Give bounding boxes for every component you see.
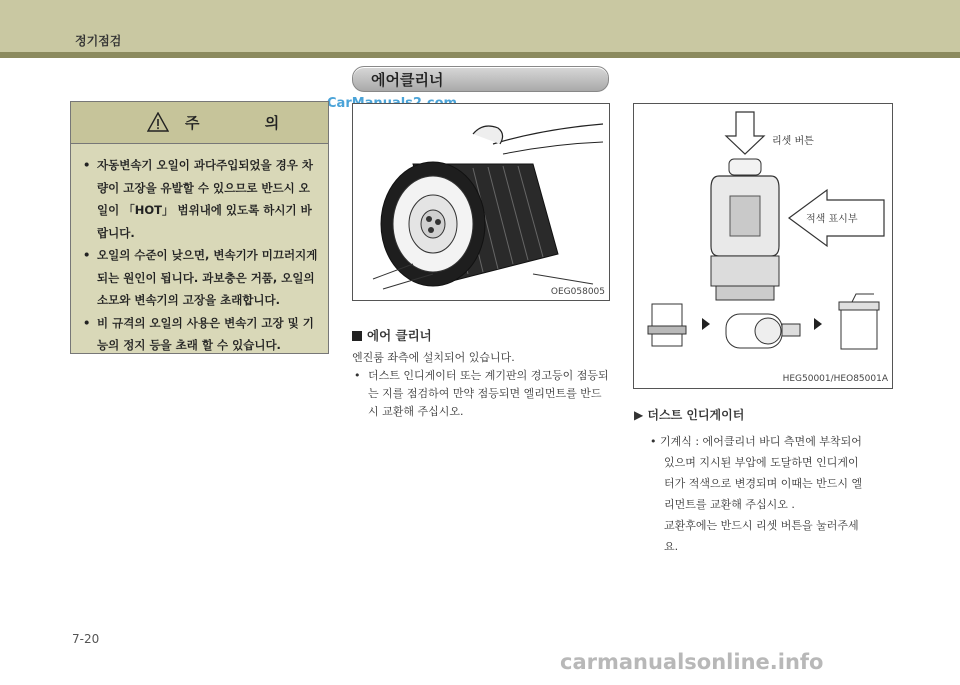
diagram-code: HEG50001/HEO85001A xyxy=(782,374,888,384)
header-rule xyxy=(0,52,960,58)
caution-item: • 자동변속기 오일이 과다주입되었을 경우 차량이 고장을 유발할 수 있으므로 반드시 오일이 「HOT」 범위내에 있도록 하시기 바랍니다. xyxy=(83,154,318,244)
dust-line: 요. xyxy=(664,540,679,553)
page-header xyxy=(0,0,960,52)
reset-button-label: 리셋 버튼 xyxy=(772,136,814,147)
dust-line: 터가 적색으로 변경되며 이때는 반드시 엘 xyxy=(664,477,863,490)
air-cleaner-illustration xyxy=(353,104,609,300)
air-cleaner-heading xyxy=(352,326,432,344)
caution-list xyxy=(71,144,328,357)
caution-item: • 오일의 수준이 낮으면, 변속기가 미끄러지게 되는 원인이 됩니다. 과보충은 거품, 오일의 소모와 변속기의 고장을 초래합니다. xyxy=(83,244,318,312)
chapter-title: 정기점검 xyxy=(75,34,122,48)
dust-indicator-heading-text: 더스트 인디게이터 xyxy=(647,408,745,422)
section-title: 에어클리너 xyxy=(371,71,444,89)
air-cleaner-body xyxy=(352,349,610,421)
dust-line: 리먼트를 교환해 주십시오 . xyxy=(664,498,795,511)
dust-indicator-heading xyxy=(634,406,744,423)
caution-item: • 비 규격의 오일의 사용은 변속기 고장 및 기능의 정지 등을 초래 할 수 있습니다. xyxy=(83,312,318,357)
warning-triangle-icon xyxy=(147,112,169,132)
air-cleaner-heading-text: 에어 클리너 xyxy=(367,328,432,343)
section-title-pill xyxy=(352,66,609,92)
dust-indicator-diagram xyxy=(633,103,893,389)
dust-line: 있으며 지시된 부압에 도달하면 인디게이 xyxy=(664,456,859,469)
square-bullet-icon xyxy=(352,331,362,341)
dust-indicator-illustration xyxy=(634,104,892,388)
air-cleaner-bullet: • 더스트 인디게이터 또는 계기판의 경고등이 점등되는 지를 점검하여 만약 점등되면 엘리먼트를 반드시 교환해 주십시오. xyxy=(352,367,610,421)
air-cleaner-photo xyxy=(352,103,610,301)
caution-title: 주 의 xyxy=(185,114,310,132)
watermark-bottom: carmanualsonline.info xyxy=(560,650,824,674)
red-indicator-label: 적색 표시부 xyxy=(806,214,858,225)
dust-indicator-text xyxy=(650,431,892,557)
dust-line: • 기계식 : 에어클리너 바디 측면에 부착되어 xyxy=(650,435,862,448)
caution-header xyxy=(71,102,328,144)
caution-box xyxy=(70,101,329,354)
dust-line: 교환후에는 반드시 리셋 버튼을 눌러주세 xyxy=(664,519,859,532)
air-cleaner-intro: 엔진룸 좌측에 설치되어 있습니다. xyxy=(352,351,515,364)
play-arrow-icon: ▶ xyxy=(634,408,648,422)
page-number: 7-20 xyxy=(72,632,100,646)
photo-code: OEG058005 xyxy=(550,287,605,297)
